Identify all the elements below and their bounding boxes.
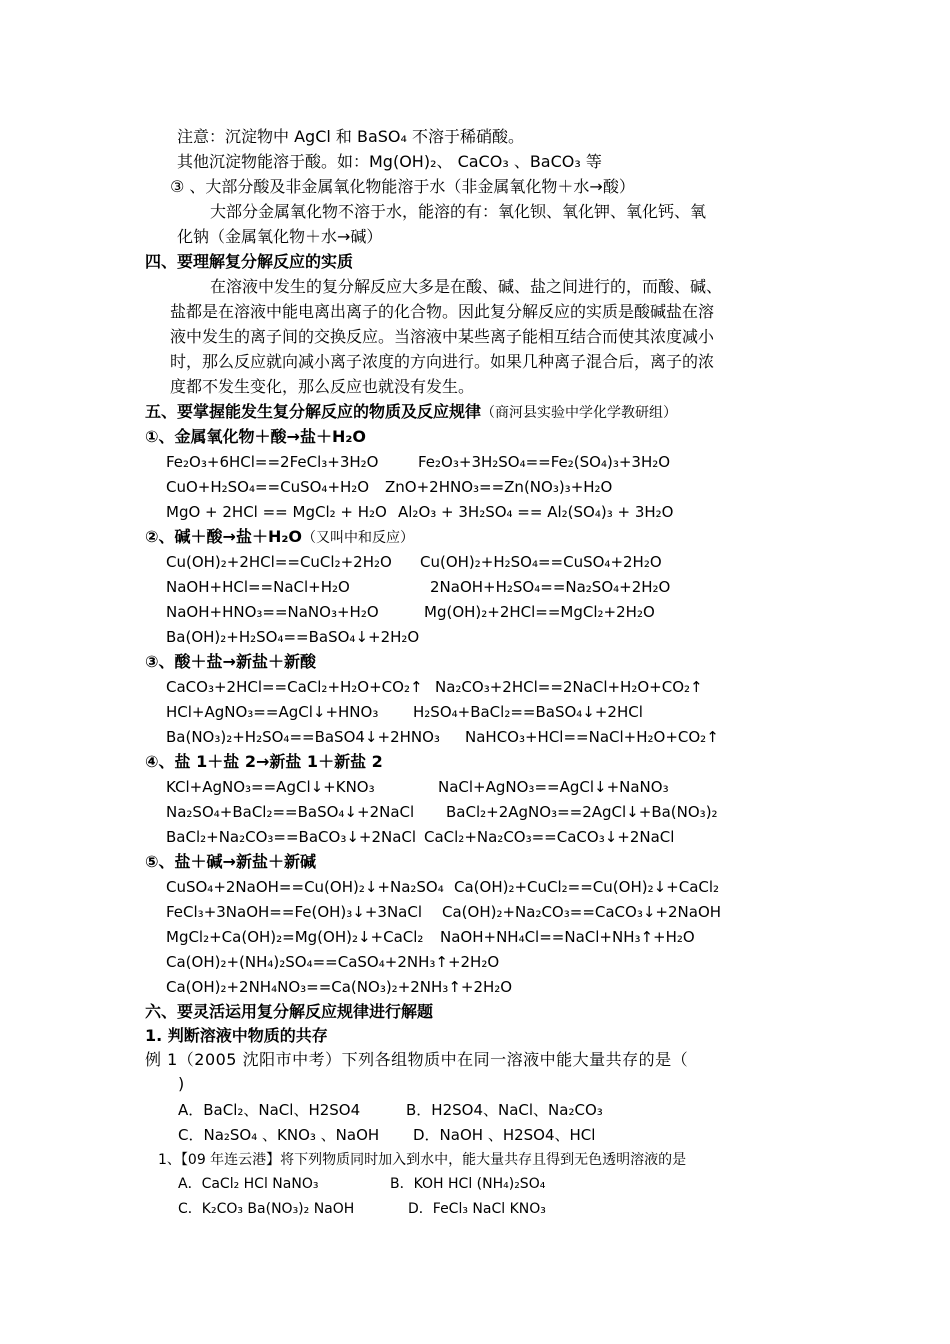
equation: 2NaOH+H₂SO₄==Na₂SO₄+2H₂O bbox=[430, 578, 671, 596]
note-line-4: 大部分金属氧化物不溶于水，能溶的有：氧化钡、氧化钾、氧化钙、氧 bbox=[210, 202, 707, 221]
equation: Ca(OH)₂+CuCl₂==Cu(OH)₂↓+CaCl₂ bbox=[454, 878, 720, 896]
section-4-para-line: 时，那么反应就向减小离子浓度的方向进行。如果几种离子混合后，离子的浓 bbox=[170, 352, 715, 371]
equation: KCl+AgNO₃==AgCl↓+KNO₃ bbox=[166, 778, 375, 796]
equation: Ca(OH)₂+2NH₄NO₃==Ca(NO₃)₂+2NH₃↑+2H₂O bbox=[166, 978, 513, 996]
section-4-para-line: 在溶液中发生的复分解反应大多是在酸、碱、盐之间进行的，而酸、碱、 bbox=[210, 277, 723, 296]
section-4-heading: 四、要理解复分解反应的实质 bbox=[145, 252, 354, 271]
section-6-sub-1: 1. 判断溶液中物质的共存 bbox=[145, 1026, 328, 1045]
example-1-stem-cont: ) bbox=[178, 1074, 185, 1093]
note-line-1: 注意：沉淀物中 AgCl 和 BaSO₄ 不溶于稀硝酸。 bbox=[177, 127, 525, 146]
group-2-title-note: （又叫中和反应） bbox=[301, 530, 414, 546]
equation: ZnO+2HNO₃==Zn(NO₃)₃+H₂O bbox=[385, 478, 613, 496]
group-3-title: ③、酸＋盐→新盐＋新酸 bbox=[145, 652, 316, 671]
equation: Ba(NO₃)₂+H₂SO₄==BaSO4↓+2HNO₃ bbox=[166, 728, 440, 746]
equation: BaCl₂+Na₂CO₃==BaCO₃↓+2NaCl bbox=[166, 828, 417, 846]
section-4-para-line: 盐都是在溶液中能电离出离子的化合物。因此复分解反应的实质是酸碱盐在溶 bbox=[170, 302, 715, 321]
equation: FeCl₃+3NaOH==Fe(OH)₃↓+3NaCl bbox=[166, 903, 423, 921]
section-5-source-note: （商河县实验中学化学教研组） bbox=[481, 405, 678, 421]
group-4-title: ④、盐 1＋盐 2→新盐 1＋新盐 2 bbox=[145, 752, 383, 771]
group-2-title-text: ②、碱＋酸→盐＋H₂O bbox=[145, 527, 302, 546]
example-1-option-b: B．H2SO4、NaCl、Na₂CO₃ bbox=[406, 1101, 603, 1119]
section-4-para-line: 液中发生的离子间的交换反应。当溶液中某些离子能相互结合而使其浓度减小 bbox=[170, 327, 715, 346]
equation: NaOH+HNO₃==NaNO₃+H₂O bbox=[166, 603, 379, 621]
example-1-option-a: A．BaCl₂、NaCl、H2SO4 bbox=[178, 1101, 361, 1119]
section-5-heading bbox=[145, 400, 677, 425]
section-6-heading: 六、要灵活运用复分解反应规律进行解题 bbox=[145, 1002, 434, 1021]
equation: Cu(OH)₂+H₂SO₄==CuSO₄+2H₂O bbox=[420, 553, 662, 571]
group-2-title bbox=[145, 525, 414, 550]
example-1-option-d: D．NaOH 、H2SO4、HCl bbox=[413, 1126, 596, 1144]
equation: HCl+AgNO₃==AgCl↓+HNO₃ bbox=[166, 703, 379, 721]
equation: CuSO₄+2NaOH==Cu(OH)₂↓+Na₂SO₄ bbox=[166, 878, 444, 896]
equation: Mg(OH)₂+2HCl==MgCl₂+2H₂O bbox=[424, 603, 655, 621]
equation: Al₂O₃ + 3H₂SO₄ == Al₂(SO₄)₃ + 3H₂O bbox=[398, 503, 674, 521]
equation: CaCO₃+2HCl==CaCl₂+H₂O+CO₂↑ bbox=[166, 678, 423, 696]
section-5-title: 五、要掌握能发生复分解反应的物质及反应规律 bbox=[145, 402, 482, 421]
question-1-stem: 1、【09 年连云港】将下列物质同时加入到水中，能大量共存且得到无色透明溶液的是 bbox=[158, 1152, 687, 1168]
question-1-option-b: B．KOH HCl (NH₄)₂SO₄ bbox=[390, 1176, 546, 1192]
equation: NaOH+HCl==NaCl+H₂O bbox=[166, 578, 350, 596]
equation: Na₂SO₄+BaCl₂==BaSO₄↓+2NaCl bbox=[166, 803, 415, 821]
equation: Cu(OH)₂+2HCl==CuCl₂+2H₂O bbox=[166, 553, 392, 571]
equation: Fe₂O₃+3H₂SO₄==Fe₂(SO₄)₃+3H₂O bbox=[418, 453, 671, 471]
question-1-option-a: A．CaCl₂ HCl NaNO₃ bbox=[178, 1176, 319, 1192]
equation: NaOH+NH₄Cl==NaCl+NH₃↑+H₂O bbox=[440, 928, 695, 946]
note-line-3: ③ 、大部分酸及非金属氧化物能溶于水（非金属氧化物＋水→酸） bbox=[170, 177, 635, 196]
group-1-title: ①、金属氧化物＋酸→盐＋H₂O bbox=[145, 427, 366, 446]
note-line-5: 化钠（金属氧化物＋水→碱） bbox=[177, 227, 383, 246]
equation: Fe₂O₃+6HCl==2FeCl₃+3H₂O bbox=[166, 453, 379, 471]
example-1-option-c: C．Na₂SO₄ 、KNO₃ 、NaOH bbox=[178, 1126, 380, 1144]
equation: Ca(OH)₂+(NH₄)₂SO₄==CaSO₄+2NH₃↑+2H₂O bbox=[166, 953, 500, 971]
equation: NaCl+AgNO₃==AgCl↓+NaNO₃ bbox=[438, 778, 669, 796]
equation: BaCl₂+2AgNO₃==2AgCl↓+Ba(NO₃)₂ bbox=[446, 803, 718, 821]
equation: Na₂CO₃+2HCl==2NaCl+H₂O+CO₂↑ bbox=[435, 678, 703, 696]
question-1-option-c: C．K₂CO₃ Ba(NO₃)₂ NaOH bbox=[178, 1201, 355, 1217]
group-5-title: ⑤、盐＋碱→新盐＋新碱 bbox=[145, 852, 316, 871]
equation: NaHCO₃+HCl==NaCl+H₂O+CO₂↑ bbox=[465, 728, 719, 746]
note-line-2: 其他沉淀物能溶于酸。如：Mg(OH)₂、 CaCO₃ 、BaCO₃ 等 bbox=[177, 152, 602, 171]
example-1-stem: 例 1（2005 沈阳市中考）下列各组物质中在同一溶液中能大量共存的是（ bbox=[145, 1050, 689, 1069]
section-4-para-line: 度都不发生变化，那么反应也就没有发生。 bbox=[170, 377, 475, 396]
question-1-option-d: D．FeCl₃ NaCl KNO₃ bbox=[408, 1201, 546, 1217]
equation: CaCl₂+Na₂CO₃==CaCO₃↓+2NaCl bbox=[424, 828, 675, 846]
equation: MgCl₂+Ca(OH)₂=Mg(OH)₂↓+CaCl₂ bbox=[166, 928, 424, 946]
equation: Ca(OH)₂+Na₂CO₃==CaCO₃↓+2NaOH bbox=[442, 903, 722, 921]
equation: Ba(OH)₂+H₂SO₄==BaSO₄↓+2H₂O bbox=[166, 628, 420, 646]
equation: H₂SO₄+BaCl₂==BaSO₄↓+2HCl bbox=[413, 703, 643, 721]
equation: CuO+H₂SO₄==CuSO₄+H₂O bbox=[166, 478, 370, 496]
equation: MgO + 2HCl == MgCl₂ + H₂O bbox=[166, 503, 387, 521]
